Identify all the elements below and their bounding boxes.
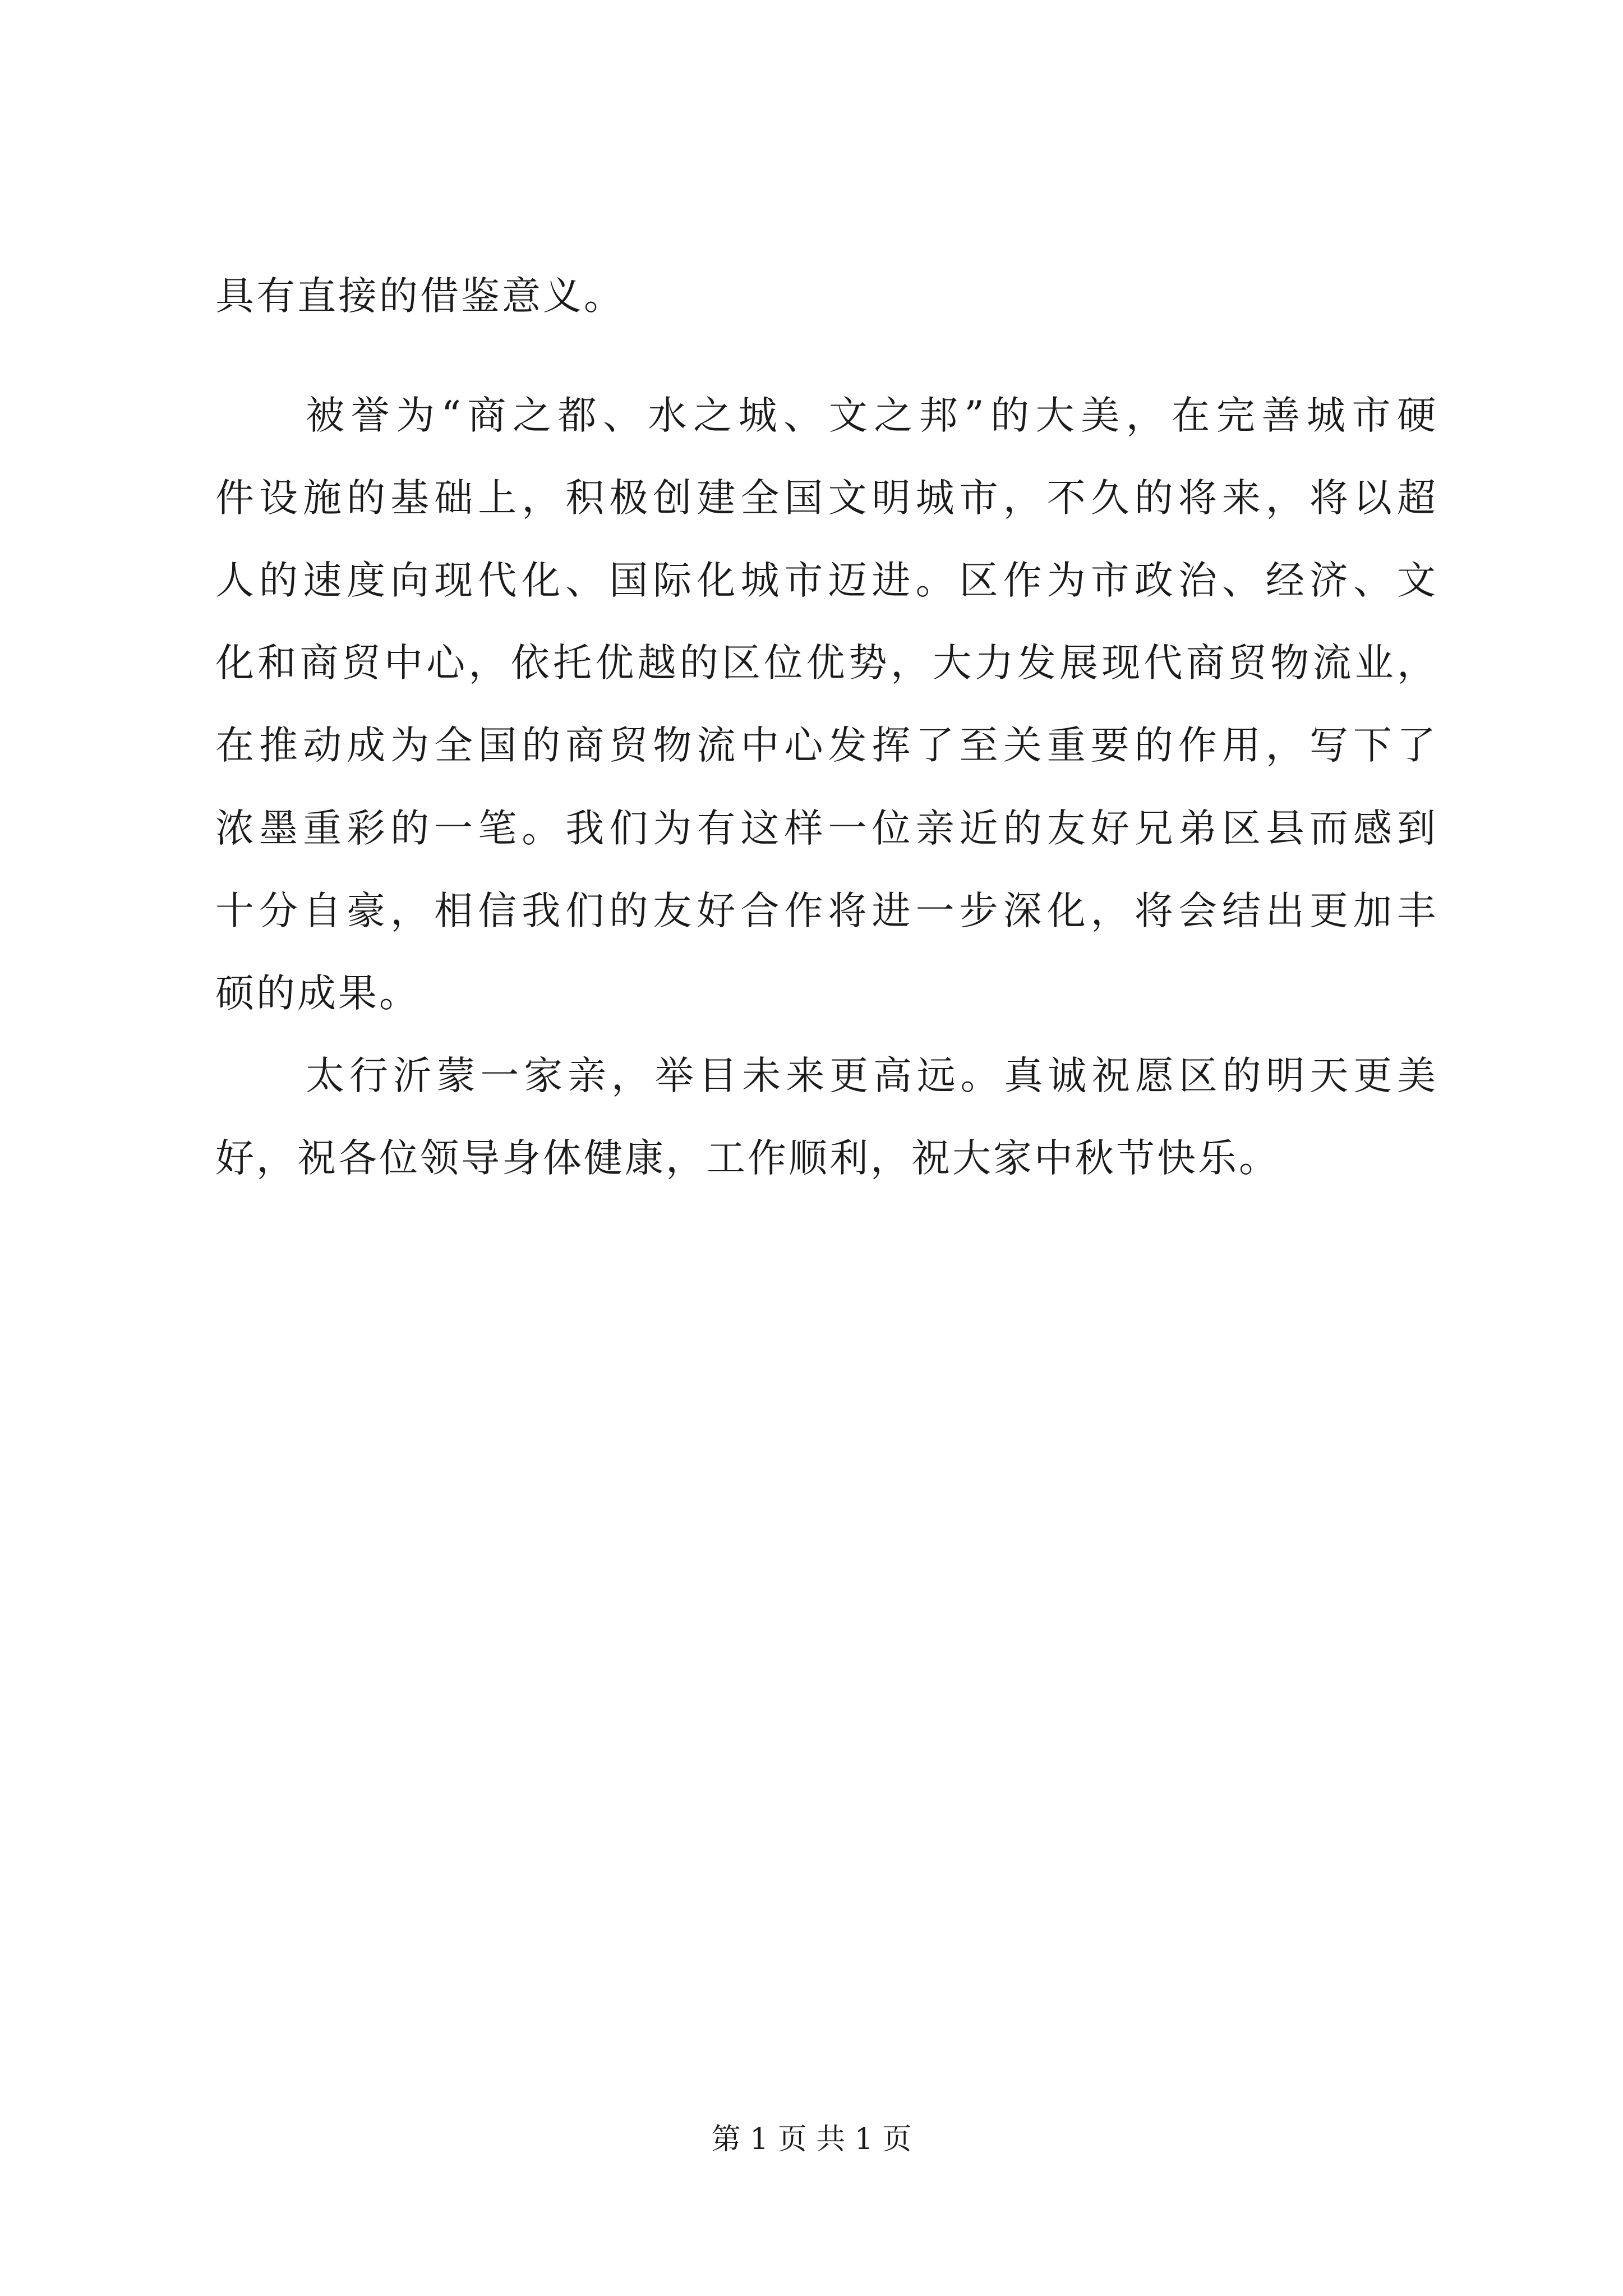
paragraph-2-line-5: 在推动成为全国的商贸物流中心发挥了至关重要的作用，写下了 xyxy=(215,723,1438,768)
paragraph-2-line-7: 十分自豪，相信我们的友好合作将进一步深化，将会结出更加丰 xyxy=(215,889,1438,933)
paragraph-2-line-1: 被誉为“商之都、水之城、文之邦”的大美，在完善城市硬 xyxy=(306,393,1438,438)
paragraph-2-line-3: 人的速度向现代化、国际化城市迈进。区作为市政治、经济、文 xyxy=(215,558,1438,603)
paragraph-2-line-2: 件设施的基础上，积极创建全国文明城市，不久的将来，将以超 xyxy=(215,476,1438,521)
paragraph-3-line-1: 太行沂蒙一家亲，举目未来更高远。真诚祝愿区的明天更美 xyxy=(306,1053,1438,1098)
paragraph-2-line-6: 浓墨重彩的一笔。我们为有这样一位亲近的友好兄弟区县而感到 xyxy=(215,806,1438,851)
paragraph-3-line-2: 好，祝各位领导身体健康，工作顺利，祝大家中秋节快乐。 xyxy=(215,1136,1280,1181)
paragraph-1-line-1: 具有直接的借鉴意义。 xyxy=(215,274,625,319)
paragraph-2-line-4: 化和商贸中心，依托优越的区位优势，大力发展现代商贸物流业， xyxy=(215,641,1438,685)
page-number-footer: 第 1 页 共 1 页 xyxy=(711,2123,912,2156)
paragraph-2-line-8: 硕的成果。 xyxy=(215,971,420,1016)
